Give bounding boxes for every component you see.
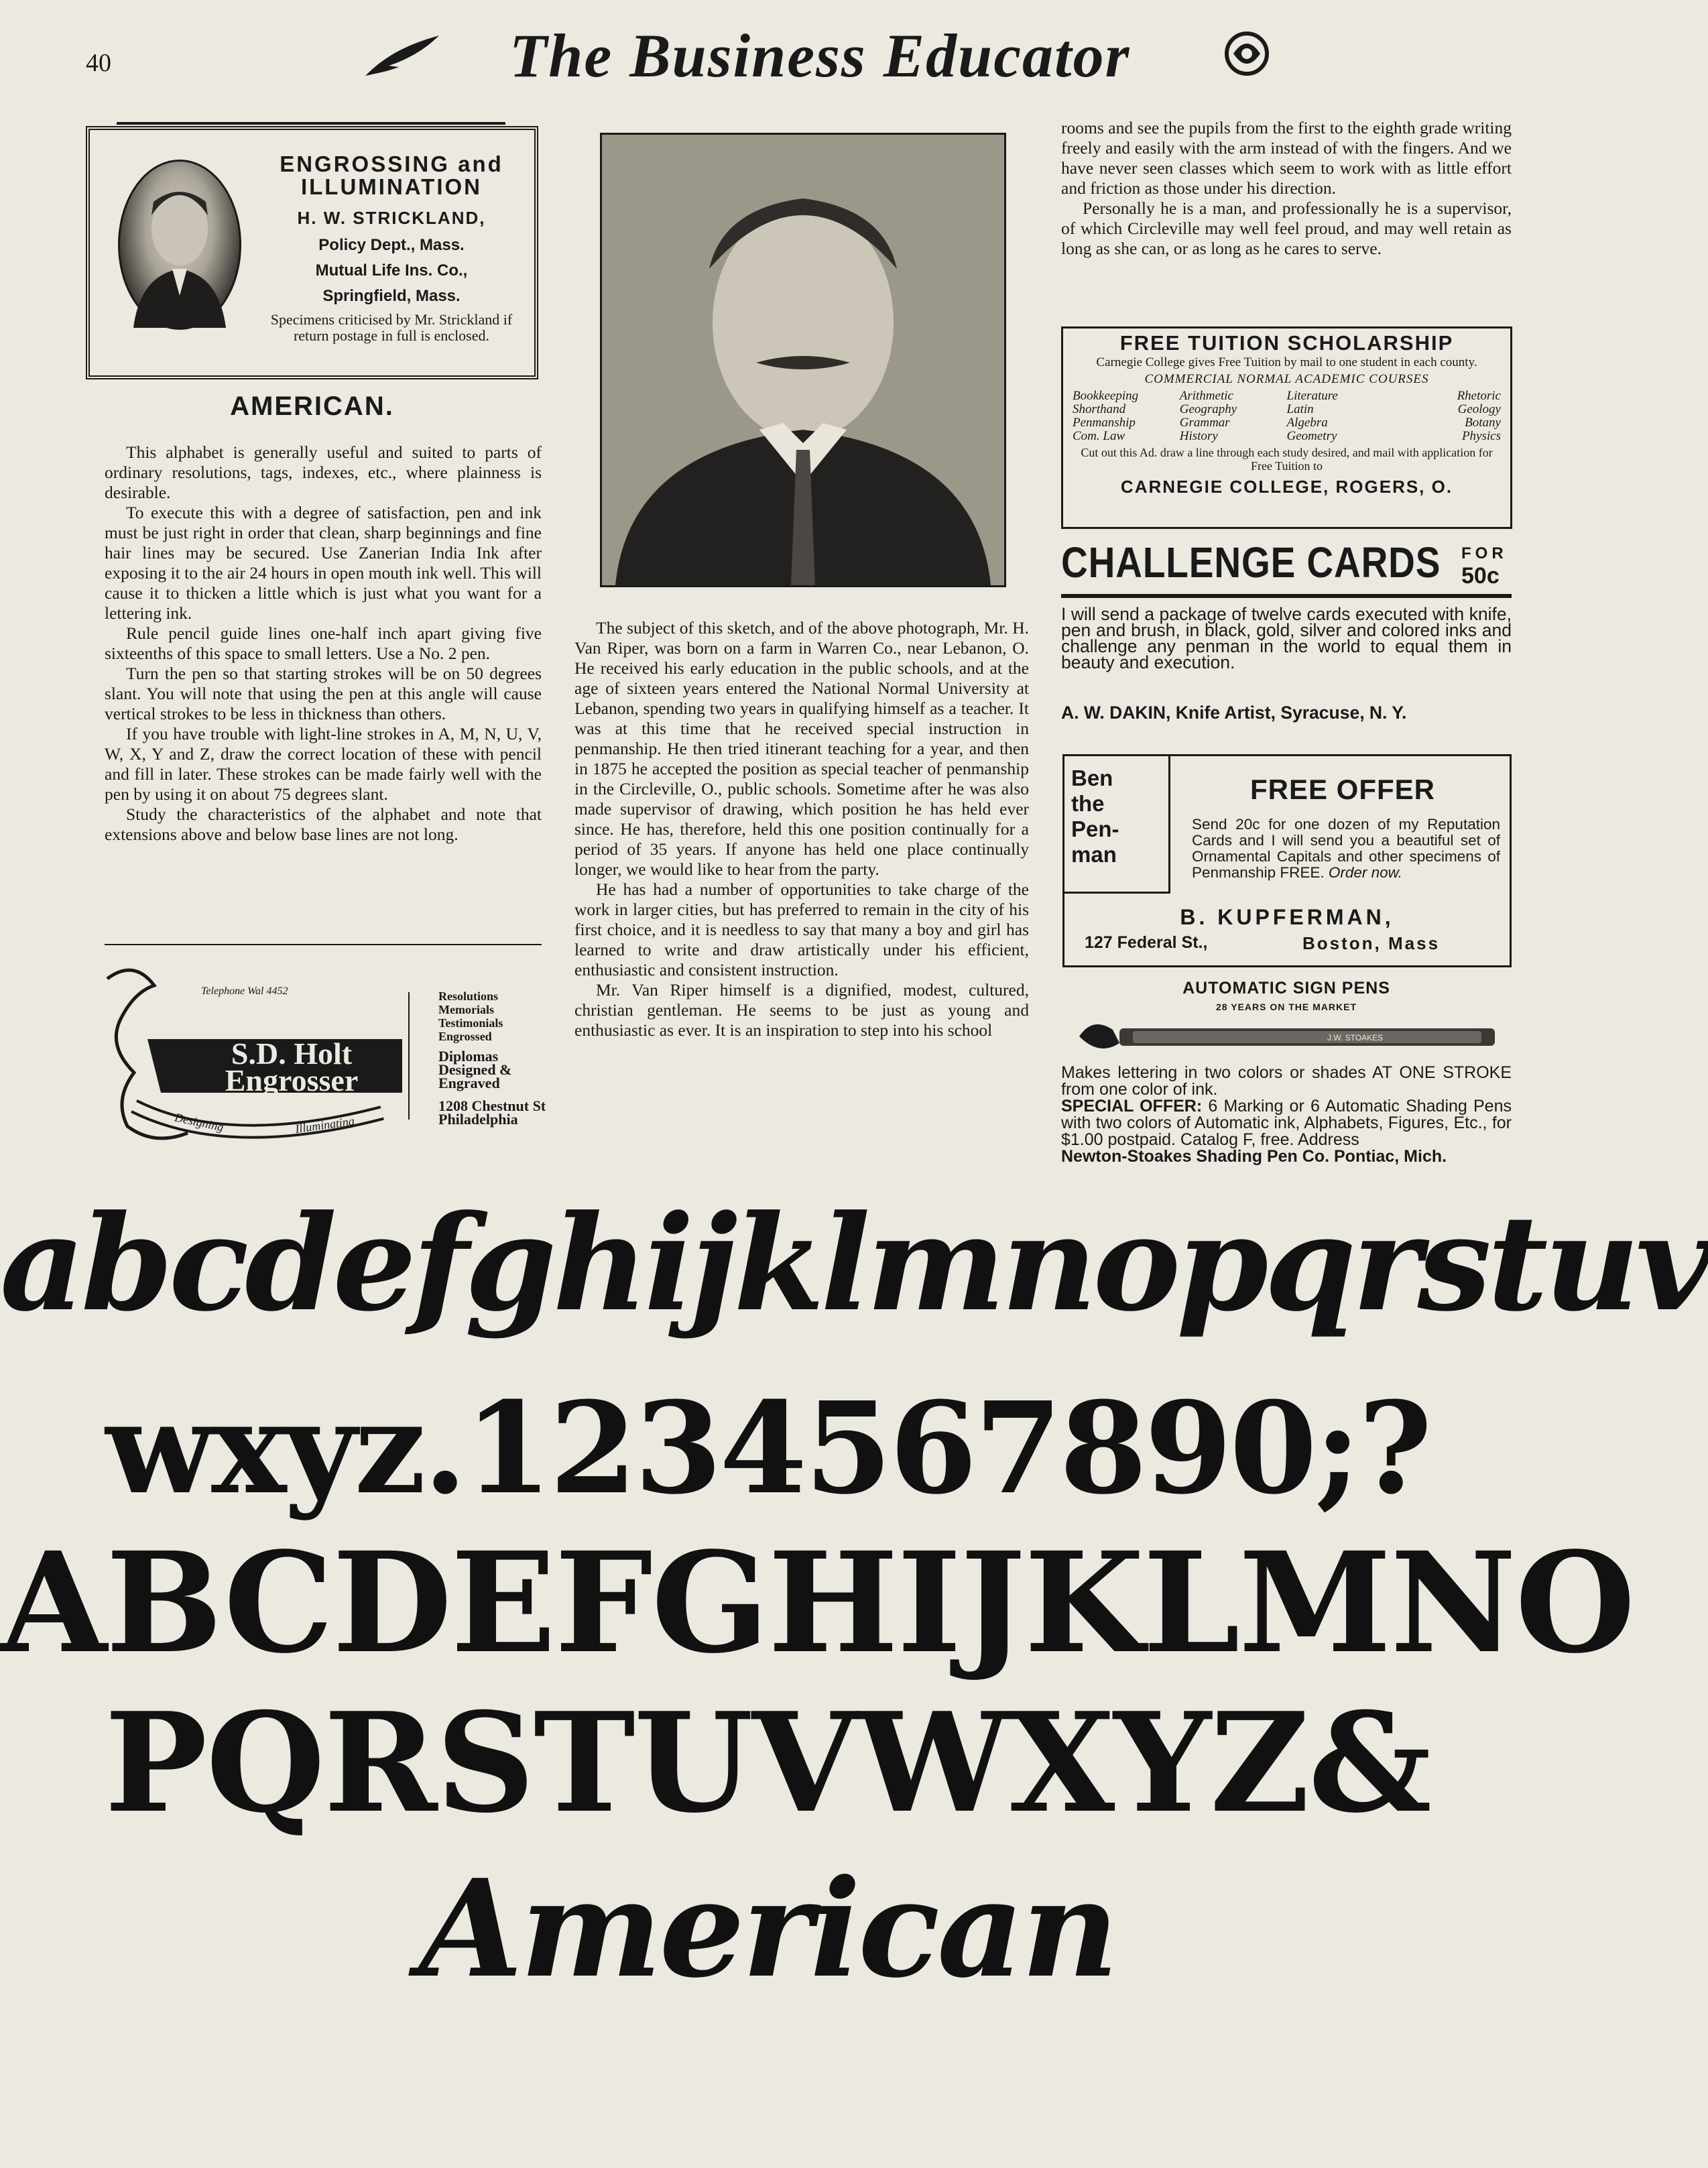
course: Bookkeeping xyxy=(1073,389,1139,403)
holt-name xyxy=(181,1036,402,1097)
course: Latin xyxy=(1286,402,1314,416)
article-paragraph: Rule pencil guide lines one-half inch apart giving five sixteenths of this space to small letters. Use a No. 2 pen. xyxy=(105,623,542,663)
org-line-1: Policy Dept., Mass. xyxy=(318,236,465,254)
tuition-courses-heading: COMMERCIAL NORMAL ACADEMIC COURSES xyxy=(1144,372,1429,386)
ben-heading: FREE OFFER xyxy=(1249,774,1435,805)
holt-item: Memorials xyxy=(438,1003,494,1016)
holt-ad xyxy=(94,952,550,1153)
ben-address: 127 Federal St., xyxy=(1085,933,1208,952)
article-paragraph: Personally he is a man, and professionally he is a supervisor, of which Circleville may well feel proud, and may well retain as long as she can, or as long as he cares to serve. xyxy=(1061,198,1512,258)
quill-icon xyxy=(362,32,442,79)
ben-city: Boston, Mass xyxy=(1302,933,1441,953)
specimen-uppercase-2: PQRSTUVWXYZ& xyxy=(104,1683,1431,1844)
course: Geography xyxy=(1179,402,1237,416)
sign-pens-offer-label: SPECIAL OFFER: xyxy=(1061,1097,1203,1116)
course: Literature xyxy=(1286,389,1338,403)
holt-name-2: Engrosser xyxy=(225,1063,359,1097)
course: Shorthand xyxy=(1073,402,1126,416)
course: Algebra xyxy=(1286,416,1328,430)
specimen-lowercase-2: wxyz.1234567890;? xyxy=(105,1374,1430,1522)
engrossing-note: Specimens criticised by Mr. Strickland if return postage in full is enclosed. xyxy=(270,311,513,344)
ben-side-label xyxy=(1064,756,1170,894)
ben-side-line: Ben xyxy=(1071,766,1113,790)
article-paragraph: Mr. Van Riper himself is a dignified, modest, cultured, christian gentleman. He seems to be just as young and enthusiastic as ever. It is an inspiration to step into his school xyxy=(574,980,1029,1040)
sign-pens-heading: AUTOMATIC SIGN PENS xyxy=(1182,979,1390,998)
holt-item: Engrossed xyxy=(438,1030,492,1043)
challenge-for: FOR xyxy=(1461,544,1508,562)
american-article xyxy=(105,442,542,845)
van-riper-article xyxy=(574,618,1029,1040)
article-paragraph: If you have trouble with light-line strokes in A, M, N, U, V, W, X, Y and Z, draw the correct location of these with pencil and fill in later. These strokes can be made fairly well with the pen by using it on about 75 degrees slant. xyxy=(105,724,542,804)
course: Grammar xyxy=(1179,416,1230,430)
ben-penman-ad xyxy=(1062,754,1512,967)
article-paragraph: Study the characteristics of the alphabet and note that extensions above and below base lines are not long. xyxy=(105,804,542,844)
ben-name: B. KUPFERMAN, xyxy=(1180,905,1394,929)
page-number: 40 xyxy=(86,49,111,77)
article-paragraph: Turn the pen so that starting strokes will be on 50 degrees slant. You will note that using the pen at this angle will cause vertical strokes to be less in thickness than others. xyxy=(105,664,542,723)
tuition-instruction: Cut out this Ad. draw a line through each study desired, and mail with application for Free Tuition to xyxy=(1081,446,1493,473)
van-riper-continuation xyxy=(1061,118,1512,259)
divider xyxy=(1061,594,1512,598)
org-line-3: Springfield, Mass. xyxy=(322,287,461,305)
article-paragraph: rooms and see the pupils from the first to the eighth grade writing freely and easily with the arm instead of with the fingers. And we have never seen classes which seem to work with as little effort and friction as those under his direction. xyxy=(1061,118,1512,198)
challenge-body: I will send a package of twelve cards executed with knife, pen and brush, in black, gold, silver and colored inks and challenge any penman in the world to equal them in beauty and execution. xyxy=(1061,604,1512,672)
sign-pens-body xyxy=(1061,1065,1512,1165)
course: Penmanship xyxy=(1073,416,1136,430)
sign-pens-desc: Makes lettering in two colors or shades AT ONE STROKE from one color of ink. xyxy=(1061,1063,1512,1099)
pen-label: J.W. STOAKES xyxy=(1327,1033,1384,1042)
course: Physics xyxy=(1461,429,1501,443)
illumination-title: ILLUMINATION xyxy=(300,174,482,199)
course: Geometry xyxy=(1286,429,1337,443)
holt-name-1: S.D. Holt xyxy=(231,1036,353,1071)
masthead: The Business Educator xyxy=(509,21,1131,90)
ben-body xyxy=(1192,817,1500,881)
sign-pens-sub: 28 YEARS ON THE MARKET xyxy=(1216,1002,1357,1012)
strickland-name: H. W. STRICKLAND, xyxy=(297,208,486,228)
course: History xyxy=(1179,429,1218,443)
holt-banner-left: Designing xyxy=(173,1110,225,1134)
tuition-course-list xyxy=(1073,389,1501,443)
sign-pens-footer: Newton-Stoakes Shading Pen Co. Pontiac, Mich. xyxy=(1061,1147,1447,1166)
sign-pens-offer: 6 Marking or 6 Automatic Shading Pens with two colors of Automatic ink, Alphabets, Figures, Etc., for $1.00 postpaid. Catalog F, free. Address xyxy=(1061,1097,1512,1149)
tuition-footer: CARNEGIE COLLEGE, ROGERS, O. xyxy=(1120,477,1453,497)
pen-icon xyxy=(1073,1010,1508,1063)
holt-address-1: 1208 Chestnut St xyxy=(438,1097,546,1114)
holt-item: Engraved xyxy=(438,1075,500,1091)
challenge-signature: A. W. DAKIN, Knife Artist, Syracuse, N. Y. xyxy=(1061,703,1407,723)
strickland-portrait xyxy=(118,160,241,330)
course: Com. Law xyxy=(1073,429,1125,443)
specimen-uppercase-1: ABCDEFGHIJKLMNO xyxy=(0,1522,1634,1684)
frame-decoration xyxy=(117,122,505,134)
challenge-price: 50c xyxy=(1461,563,1500,589)
course: Arithmetic xyxy=(1179,389,1233,403)
holt-items xyxy=(438,989,546,1126)
holt-banner-right: Illuminating xyxy=(294,1113,355,1136)
holt-item: Resolutions xyxy=(438,989,499,1003)
tuition-ad xyxy=(1061,326,1512,529)
van-riper-photo xyxy=(600,133,1006,587)
sign-pens-offer-block xyxy=(1061,1098,1512,1148)
ben-side-line: the xyxy=(1071,791,1105,816)
holt-item: Designed & xyxy=(438,1061,512,1078)
specimen-lowercase-1: abcdefghijklmnopqrstuv xyxy=(0,1187,1708,1341)
org-line-2: Mutual Life Ins. Co., xyxy=(315,261,468,280)
article-paragraph: He has had a number of opportunities to take charge of the work in larger cities, but has preferred to remain in the city of his first choice, and it is needless to say that many a boy and girl has learned to write and draw artistically under his efficient, enthusiastic and consistent instruction. xyxy=(574,880,1029,979)
ben-side-line: Pen- xyxy=(1071,817,1119,841)
course: Rhetoric xyxy=(1457,389,1501,403)
article-paragraph: To execute this with a degree of satisfaction, pen and ink must be just right in order that clean, sharp beginnings and fine hair lines may be secured. Use Zanerian India Ink after exposing it to the air 24 hours in open mouth ink well. This will cause it to thicken a little which is just what you want for a lettering ink. xyxy=(105,503,542,623)
ben-body-main: Send 20c for one dozen of my Reputation Cards and I will send you a beautiful set of Ornamental Capitals and other specimens of Penmanship FREE. xyxy=(1192,816,1500,881)
tuition-heading: FREE TUITION SCHOLARSHIP xyxy=(1119,331,1454,355)
course: Geology xyxy=(1457,402,1501,416)
ornament-icon xyxy=(1220,27,1274,80)
holt-item: Testimonials xyxy=(438,1016,503,1030)
engrossing-ad xyxy=(86,126,538,379)
article-paragraph: This alphabet is generally useful and suited to parts of ordinary resolutions, tags, indexes, etc., where plainness is desirable. xyxy=(105,442,542,502)
tuition-sub: Carnegie College gives Free Tuition by mail to one student in each county. xyxy=(1096,355,1477,369)
divider xyxy=(105,944,542,945)
holt-item: Diplomas xyxy=(438,1048,499,1065)
engrossing-title: ENGROSSING and xyxy=(280,152,503,176)
challenge-heading: CHALLENGE CARDS xyxy=(1061,538,1441,587)
ben-side-line: man xyxy=(1071,842,1117,867)
specimen-word: American xyxy=(418,1850,1117,2008)
article-paragraph: The subject of this sketch, and of the above photograph, Mr. H. Van Riper, was born on a farm in Warren Co., near Lebanon, O. He received his early education in the public schools, and at the age of sixteen years entered the National Normal University at Lebanon, spending two years in qualifying himself as a teacher. It was at this time that he received special instruction in penmanship. He then tried itinerant teaching for a year, and then in 1875 he accepted the position as special teacher of penmanship in the Circleville, O., public schools. Sometime after he was also made supervisor of drawing, which position he has held ever since. He has, therefore, held this one position continually for a period of 35 years. If anyone has held one place continually longer, we would like to hear from the party. xyxy=(574,618,1029,879)
holt-address-2: Philadelphia xyxy=(438,1111,518,1128)
american-heading: AMERICAN. xyxy=(230,392,394,421)
course: Botany xyxy=(1465,416,1501,430)
ben-body-em: Order now. xyxy=(1328,864,1402,881)
holt-telephone: Telephone Wal 4452 xyxy=(201,985,288,997)
